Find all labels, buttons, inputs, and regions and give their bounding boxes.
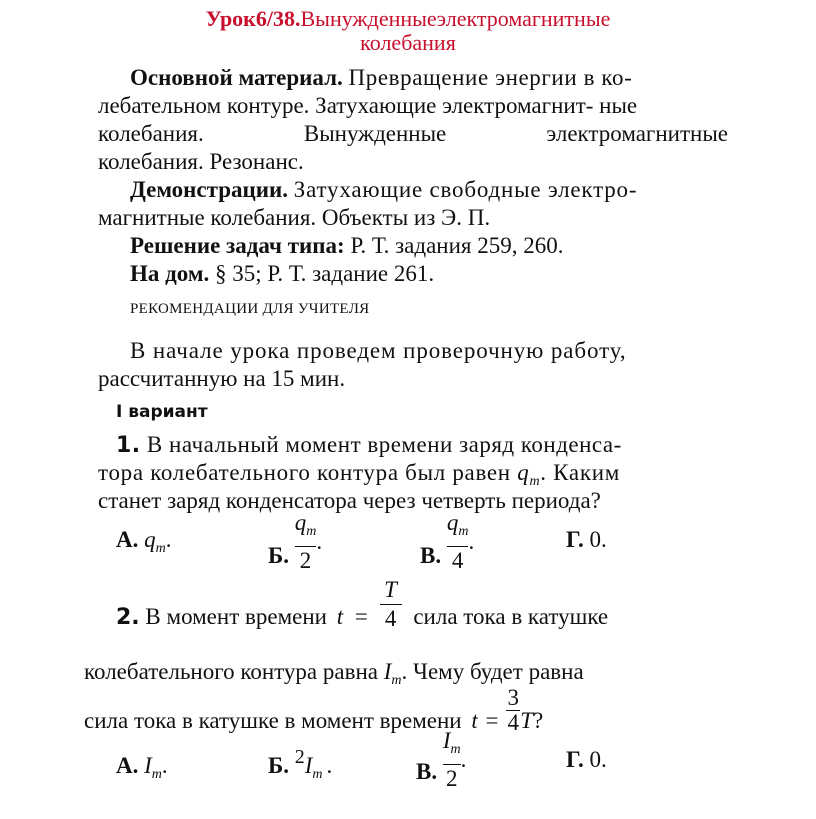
q1-c-fraction [447,510,469,574]
q2-b-num: 2 [294,746,305,768]
lesson-title-line2: колебания [360,30,456,55]
homework-text: § 35; Р. Т. задание 261. [215,261,435,286]
q1-text2b: . Каким [540,460,620,485]
q2-im-sub: m [391,673,402,688]
q2-frac-num: T [384,577,397,602]
demos-label: Демонстрации. [130,177,289,202]
q1-b-fraction [295,510,317,574]
q2-im: I [383,659,392,684]
q2-line1 [116,577,608,632]
demos-text1: Затухающие свободные электро- [293,177,638,202]
variant-heading [116,402,208,422]
q2-a-tail: . [161,753,168,778]
variant-numeral: I [116,402,123,422]
q2-T2: T [520,707,534,733]
main-material-line2: лебательном контуре. Затухающие электромагнит- ные [98,93,638,118]
q1-qm-sub: m [529,474,541,489]
q2-b-sub: m [312,767,323,782]
homework-label: На дом. [130,261,210,286]
q1-c-tail: . [468,529,475,555]
q1-c-sub: m [458,524,469,539]
q2-answer-c [416,728,466,792]
q2-number: 2. [116,604,140,630]
lesson-topic: Вынужденныеэлектромагнитные [300,6,611,31]
q2-b-tail: . [326,753,333,778]
q2-answer-a [116,752,168,789]
q1-c-bar [447,546,469,547]
q2-eq2: = [485,707,499,733]
q2-a-sub: m [151,767,162,782]
q2-b-val: I [304,753,313,778]
tasks-line [130,232,564,260]
main-material-line3: колебания. Вынужденные электромагнитные [98,121,728,146]
q2-c-sub: m [450,742,461,757]
q2-frac-bar [380,604,402,605]
q1-qm: q [517,460,530,485]
q2-c-label: В. [416,759,438,785]
q1-text1: В начальный момент времени заряд конденса- [146,432,622,457]
homework-line [130,260,434,288]
q1-d-label: Г. [566,527,584,552]
q2-text3a: сила тока в катушке в момент времени [84,707,462,733]
q2-frac-den: 4 [384,606,397,631]
q1-b-bar [295,546,317,547]
tasks-label: Решение задач типа: [130,233,345,258]
q2-c-bar [443,764,461,765]
demos-line1 [130,176,637,204]
lesson-number: Урок6/38. [205,6,301,31]
q1-answer-b [268,510,322,574]
q2-t: t [336,603,344,629]
q1-b-sub: m [306,524,317,539]
q2-fraction [380,577,402,632]
main-material-line1 [130,64,632,92]
q2-text-a: В момент времени [145,603,327,629]
q2-f2-den: 4 [507,710,519,735]
variant-label: вариант [128,402,208,422]
q2-eq: = [354,603,368,629]
intro-line2: рассчитанную на 15 мин. [98,366,346,391]
main-material-line4: колебания. Резонанс. [98,149,304,174]
q2-line3 [84,687,543,734]
q1-a-sub: m [155,541,166,556]
demos-line2: магнитные колебания. Объекты из Э. П. [98,205,491,230]
q2-answer-d [566,746,607,774]
q2-f2-num: 3 [507,685,519,710]
q2-d-label: Г. [566,747,584,772]
q2-d-val: 0. [589,747,607,772]
q1-number: 1. [116,433,141,458]
q1-a-tail: . [165,527,172,552]
q2-text2b: . Чему будет равна [401,659,584,684]
q1-c-den: 4 [451,548,464,573]
q2-fraction2 [506,687,520,734]
main-material-label: Основной материал. [130,65,343,90]
q1-text2a: тора колебательного контура был равен [98,460,511,485]
q1-b-den: 2 [299,548,312,573]
q2-b-label: Б. [268,753,289,778]
q2-a-val: I [144,753,152,778]
q2-c-fraction [443,728,461,792]
q2-text-b: сила тока в катушке [413,603,609,629]
q1-answer-a [116,526,172,563]
q2-question-mark: ? [533,707,544,733]
q2-answer-b [268,746,333,789]
tasks-text: Р. Т. задания 259, 260. [350,233,564,258]
intro-line1: В начале урока проведем проверочную работу, [130,338,627,363]
q1-line1 [116,431,622,460]
q1-b-label: Б. [268,543,289,569]
q1-b-tail: . [316,529,323,555]
q1-a-val: q [144,527,156,552]
q2-c-den: 2 [445,766,458,791]
main-material-text1: Превращение энергии в ко- [348,65,633,90]
q1-d-val: 0. [589,527,607,552]
q1-c-label: В. [420,543,442,569]
q1-a-label: А. [116,527,139,552]
q1-b-num: q [294,510,307,535]
q2-c-tail: . [460,747,467,773]
q1-answer-c [420,510,474,574]
q1-line3: станет заряд конденсатора через четверть периода? [98,488,601,513]
q1-answer-d [566,526,607,554]
q2-c-num: I [442,728,451,753]
lesson-title [0,6,816,32]
recommendations-heading: РЕКОМЕНДАЦИИ ДЛЯ УЧИТЕЛЯ [130,301,370,317]
q1-c-num: q [446,510,459,535]
q2-t2: t [471,707,478,733]
q2-text2a: колебательного контура равна [84,659,378,684]
q2-a-label: А. [116,753,139,778]
